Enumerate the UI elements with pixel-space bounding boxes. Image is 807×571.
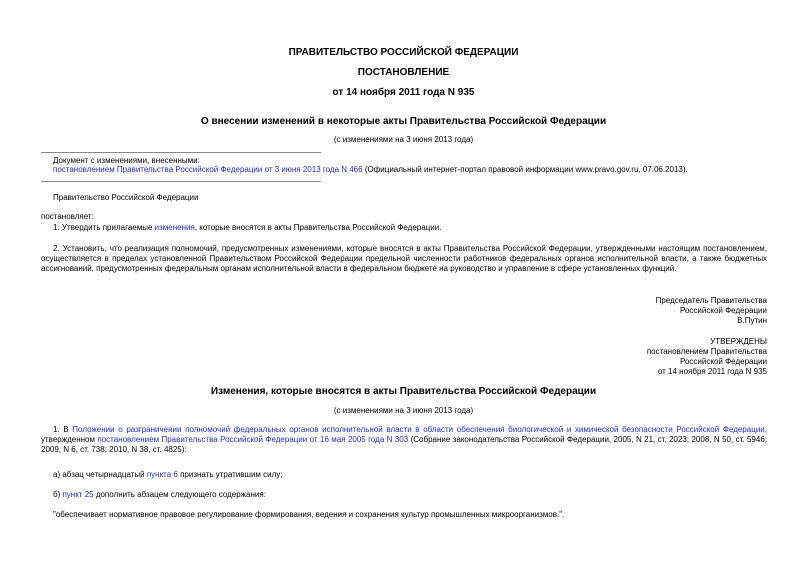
appendix-revision-note: (с изменениями на 3 июня 2013 года) [333, 406, 474, 415]
amending-act-link[interactable]: постановлением Правительства Российской Федерации от 3 июня 2013 года N 466 [53, 165, 363, 174]
bottom-divider [41, 181, 321, 182]
top-divider [41, 152, 321, 153]
approval-line-3: Российской Федерации [680, 357, 767, 366]
resolution-link[interactable]: постановлением Правительства Российской Федерации от 16 мая 2005 года N 303 [97, 435, 409, 444]
approval-block [560, 337, 767, 377]
title-revision-note: (с изменениями на 3 июня 2013 года) [333, 135, 474, 144]
decides-label: постановляет: [41, 212, 94, 221]
page-title: О внесении изменений в некоторые акты Правительства Российской Федерации [200, 116, 607, 127]
signature-position: Председатель Правительства [655, 296, 767, 305]
item-b: б) пункт 25 дополнить абзацем следующего содержания: [53, 490, 266, 499]
regulation-link[interactable]: Положении о разграничении полномочий федеральных органов исполнительной власти в области обеспечения биологической и химической безопасности Российской Федерации [72, 425, 765, 434]
point-6-link[interactable]: пункта 6 [146, 470, 178, 479]
paragraph-1: 1. Утвердить прилагаемые изменения, которые вносятся в акты Правительства Российской Федерации. [53, 223, 442, 232]
approval-line-4: от 14 ноября 2011 года N 935 [657, 367, 767, 376]
point-25-link[interactable]: пункт 25 [62, 490, 94, 499]
government-label: Правительство Российской Федерации [53, 193, 199, 202]
signature-org: Российской Федерации [680, 306, 767, 315]
appendix-title: Изменения, которые вносятся в акты Правительства Российской Федерации [210, 386, 597, 397]
changes-note-label: Документ с изменениями, внесенными: [53, 156, 200, 165]
changes-note-source: (Официальный интернет-портал правовой информации www.pravo.gov.ru, 07.06.2013). [362, 165, 688, 174]
doc-date-number: от 14 ноября 2011 года N 935 [332, 87, 475, 98]
changes-note [53, 165, 688, 175]
changes-link[interactable]: изменения [154, 223, 195, 232]
quoted-addition: "обеспечивает нормативное правовое регулирование формирования, ведения и сохранения культур промышленных микроорганизмов.". [53, 510, 565, 519]
item-1: 1. В Положении о разграничении полномочий федеральных органов исполнительной власти в области обеспечения биологической и химической безопасности Российской Федерации, утвержденном постановлением Правительства Российской Федерации от 16 мая 2005 года N 303 (Собрание законодательства Российской Федерации, 2005, N 21, ст. 2023; 2008, N 50, ст. 5946; 2009, N 6, ст. 738; 2010, N 38, ст. 4825): [41, 425, 767, 454]
approval-label: УТВЕРЖДЕНЫ [710, 337, 767, 346]
approval-line-2: постановлением Правительства [646, 347, 767, 356]
paragraph-2: 2. Установить, что реализация полномочий, предусмотренных изменениями, которые вносятся в акты Правительства Российской Федерации, утвержденными настоящим постановлением, осуществляется в пределах установленной Правительством Российской Федерации предельной численности работников федеральных органов исполнительной власти, а также бюджетных ассигнований, предусмотренных федеральным органам исполнительной власти в федеральном бюджете на руководство и управление в сфере установленных функций. [41, 244, 767, 273]
signature-name: В.Путин [737, 316, 767, 325]
signature-block [560, 296, 767, 326]
doc-type-heading: ПОСТАНОВЛЕНИЕ [357, 67, 450, 78]
org-heading: ПРАВИТЕЛЬСТВО РОССИЙСКОЙ ФЕДЕРАЦИИ [288, 47, 519, 58]
item-a: а) абзац четырнадцатый пункта 6 признать утратившим силу; [53, 470, 283, 479]
